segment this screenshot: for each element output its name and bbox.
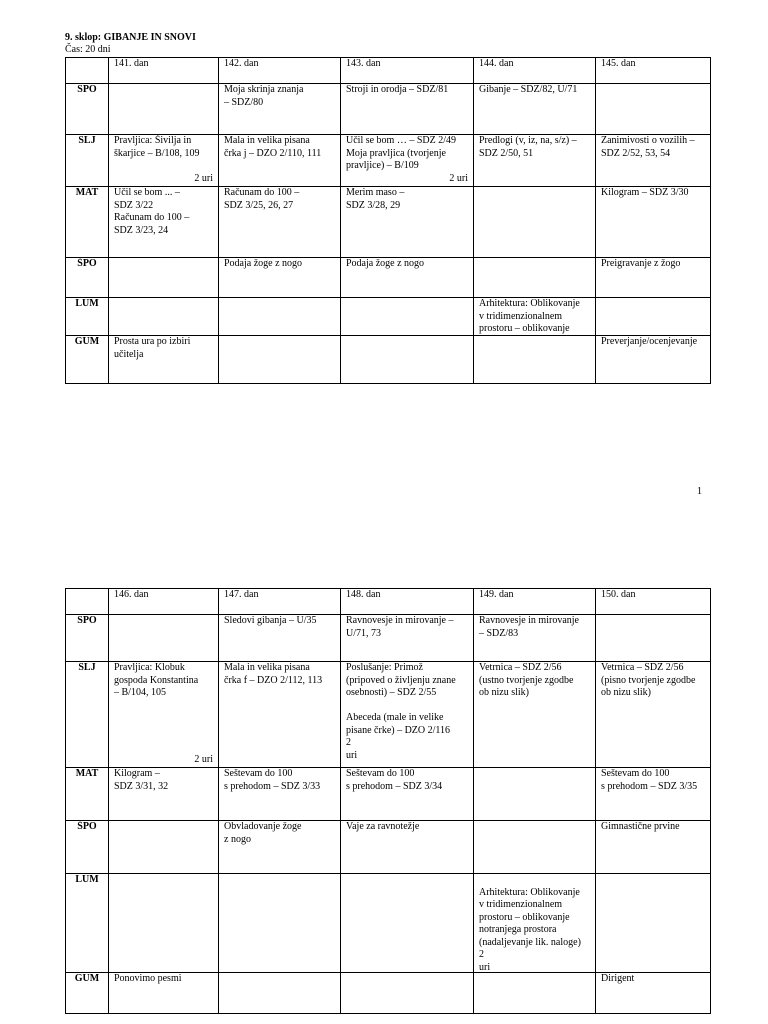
- day-header: 141. dan: [109, 58, 219, 84]
- lesson-cell: [596, 84, 711, 135]
- lesson-cell: [109, 298, 219, 336]
- lesson-cell: [109, 821, 219, 874]
- lesson-text: Seštevam do 100 s prehodom – SDZ 3/34: [346, 768, 443, 792]
- lesson-cell: [341, 336, 474, 384]
- day-header: 145. dan: [596, 58, 711, 84]
- lesson-cell: [219, 973, 341, 1014]
- table-row: [66, 821, 711, 874]
- lesson-text: Dirigent: [601, 973, 635, 984]
- lesson-text: Stroji in orodja – SDZ/81: [346, 84, 449, 95]
- day-header: 142. dan: [219, 58, 341, 84]
- subject-label: LUM: [66, 874, 109, 973]
- lesson-cell: [596, 258, 711, 298]
- corner-cell: [66, 58, 109, 84]
- lesson-text: Arhitektura: Oblikovanje v tridimenzionalnem prostoru – oblikovanje: [479, 298, 580, 334]
- lesson-text: Poslušanje: Primož (pripoved o življenju znane osebnosti) – SDZ 2/55 Abeceda (male in velike pisane črke) – DZO 2/116 2 uri: [346, 662, 456, 761]
- lesson-cell: [341, 874, 474, 973]
- hours-note: 2 uri: [194, 753, 213, 765]
- lesson-cell: [219, 187, 341, 258]
- lesson-cell: [474, 336, 596, 384]
- lesson-cell: [109, 662, 219, 768]
- lesson-cell: [109, 874, 219, 973]
- lesson-cell: [341, 258, 474, 298]
- page-number: 1: [697, 486, 702, 497]
- table-row: [66, 336, 711, 384]
- lesson-text: Seštevam do 100 s prehodom – SDZ 3/35: [601, 768, 698, 792]
- lesson-text: Podaja žoge z nogo: [224, 258, 303, 269]
- lesson-text: Ravnovesje in mirovanje – SDZ/83: [479, 615, 579, 639]
- lesson-text: Gibanje – SDZ/82, U/71: [479, 84, 578, 95]
- lesson-cell: [219, 615, 341, 662]
- lesson-cell: [474, 615, 596, 662]
- subject-label: ŠPO: [66, 258, 109, 298]
- lesson-text: Učil se bom … – SDZ 2/49 Moja pravljica (tvorjenje pravljice) – B/109: [346, 135, 456, 171]
- lesson-cell: [109, 84, 219, 135]
- table-row: [66, 84, 711, 135]
- lesson-cell: [341, 821, 474, 874]
- lesson-cell: [109, 973, 219, 1014]
- lesson-text: Podaja žoge z nogo: [346, 258, 425, 269]
- lesson-text: Moja skrinja znanja – SDZ/80: [224, 84, 304, 108]
- lesson-cell: [474, 298, 596, 336]
- day-header: 144. dan: [474, 58, 596, 84]
- lesson-text: Pravljica: Šivilja in škarjice – B/108, 109: [114, 135, 200, 159]
- corner-cell: [66, 589, 109, 615]
- lesson-cell: [109, 187, 219, 258]
- lesson-cell: [474, 768, 596, 821]
- lesson-cell: [474, 874, 596, 973]
- subject-label: SPO: [66, 615, 109, 662]
- lesson-text: Učil se bom ... – SDZ 3/22 Računam do 100 – SDZ 3/23, 24: [114, 187, 190, 236]
- lesson-cell: [219, 298, 341, 336]
- lesson-cell: [596, 615, 711, 662]
- schedule-table-1: [65, 57, 711, 384]
- lesson-text: Prosta ura po izbiri učitelja: [114, 336, 191, 360]
- lesson-text: Seštevam do 100 s prehodom – SDZ 3/33: [224, 768, 321, 792]
- day-header: 150. dan: [596, 589, 711, 615]
- document-title: 9. sklop: GIBANJE IN SNOVI: [65, 32, 196, 43]
- lesson-cell: [219, 84, 341, 135]
- lesson-cell: [596, 187, 711, 258]
- lesson-cell: [109, 258, 219, 298]
- lesson-cell: [219, 662, 341, 768]
- lesson-cell: [596, 973, 711, 1014]
- lesson-cell: [219, 336, 341, 384]
- lesson-cell: [341, 298, 474, 336]
- lesson-text: Obvladovanje žoge z nogo: [224, 821, 302, 845]
- lesson-text: Predlogi (v, iz, na, s/z) – SDZ 2/50, 51: [479, 135, 577, 159]
- lesson-cell: [474, 187, 596, 258]
- lesson-cell: [341, 768, 474, 821]
- lesson-cell: [109, 768, 219, 821]
- lesson-text: Pravljica: Klobuk gospoda Konstantina – B/104, 105: [114, 662, 199, 698]
- table-row: [66, 874, 711, 973]
- lesson-text: Merim maso – SDZ 3/28, 29: [346, 187, 405, 211]
- day-header: 147. dan: [219, 589, 341, 615]
- lesson-text: Mala in velika pisana črka f – DZO 2/112, 113: [224, 662, 323, 686]
- table-row: [66, 662, 711, 768]
- lesson-cell: [341, 135, 474, 187]
- lesson-cell: [474, 662, 596, 768]
- lesson-cell: [341, 615, 474, 662]
- lesson-text: Ponovimo pesmi: [114, 973, 182, 984]
- table-header-row: [66, 589, 711, 615]
- lesson-text: Vetrnica – SDZ 2/56 (pisno tvorjenje zgodbe ob nizu slik): [601, 662, 696, 698]
- lesson-text: Arhitektura: Oblikovanje v tridimenzionalnem prostoru – oblikovanje notranjega prostora (nadaljevanje lik. naloge) 2 uri: [479, 886, 581, 973]
- lesson-text: Gimnastične prvine: [601, 821, 680, 832]
- lesson-cell: [341, 662, 474, 768]
- table-row: [66, 135, 711, 187]
- duration-label: Čas: 20 dni: [65, 44, 111, 55]
- subject-label: GUM: [66, 973, 109, 1014]
- lesson-cell: [596, 768, 711, 821]
- hours-note: 2 uri: [449, 172, 468, 184]
- table-header-row: [66, 58, 711, 84]
- lesson-cell: [109, 615, 219, 662]
- lesson-cell: [109, 336, 219, 384]
- lesson-cell: [474, 258, 596, 298]
- lesson-cell: [596, 135, 711, 187]
- lesson-cell: [109, 135, 219, 187]
- subject-label: SLJ: [66, 135, 109, 187]
- table-row: [66, 615, 711, 662]
- table-row: [66, 298, 711, 336]
- table-row: [66, 187, 711, 258]
- lesson-cell: [219, 874, 341, 973]
- lesson-text: Preverjanje/ocenjevanje: [601, 336, 698, 347]
- subject-label: LUM: [66, 298, 109, 336]
- lesson-cell: [219, 821, 341, 874]
- lesson-text: Kilogram – SDZ 3/31, 32: [114, 768, 169, 792]
- lesson-text: Vetrnica – SDZ 2/56 (ustno tvorjenje zgodbe ob nizu slik): [479, 662, 574, 698]
- subject-label: GUM: [66, 336, 109, 384]
- lesson-cell: [219, 258, 341, 298]
- subject-label: SLJ: [66, 662, 109, 768]
- lesson-text: Sledovi gibanja – U/35: [224, 615, 317, 626]
- subject-label: MAT: [66, 187, 109, 258]
- lesson-cell: [341, 973, 474, 1014]
- lesson-cell: [596, 821, 711, 874]
- subject-label: ŠPO: [66, 821, 109, 874]
- lesson-cell: [596, 662, 711, 768]
- table-row: [66, 258, 711, 298]
- lesson-text: Računam do 100 – SDZ 3/25, 26, 27: [224, 187, 300, 211]
- lesson-text: Preigravanje z žogo: [601, 258, 681, 269]
- day-header: 143. dan: [341, 58, 474, 84]
- lesson-text: Kilogram – SDZ 3/30: [601, 187, 689, 198]
- subject-label: MAT: [66, 768, 109, 821]
- lesson-cell: [596, 336, 711, 384]
- day-header: 146. dan: [109, 589, 219, 615]
- lesson-cell: [474, 84, 596, 135]
- lesson-cell: [474, 135, 596, 187]
- lesson-text: Ravnovesje in mirovanje – U/71, 73: [346, 615, 454, 639]
- day-header: 149. dan: [474, 589, 596, 615]
- lesson-cell: [341, 187, 474, 258]
- lesson-cell: [596, 298, 711, 336]
- lesson-cell: [474, 973, 596, 1014]
- table-row: [66, 973, 711, 1014]
- lesson-cell: [474, 821, 596, 874]
- lesson-cell: [219, 768, 341, 821]
- lesson-text: Mala in velika pisana črka j – DZO 2/110, 111: [224, 135, 322, 159]
- lesson-text: Zanimivosti o vozilih – SDZ 2/52, 53, 54: [601, 135, 695, 159]
- hours-note: 2 uri: [194, 172, 213, 184]
- day-header: 148. dan: [341, 589, 474, 615]
- lesson-cell: [341, 84, 474, 135]
- lesson-cell: [219, 135, 341, 187]
- lesson-text: Vaje za ravnotežje: [346, 821, 420, 832]
- subject-label: SPO: [66, 84, 109, 135]
- schedule-table-2: [65, 588, 711, 1014]
- lesson-cell: [596, 874, 711, 973]
- table-row: [66, 768, 711, 821]
